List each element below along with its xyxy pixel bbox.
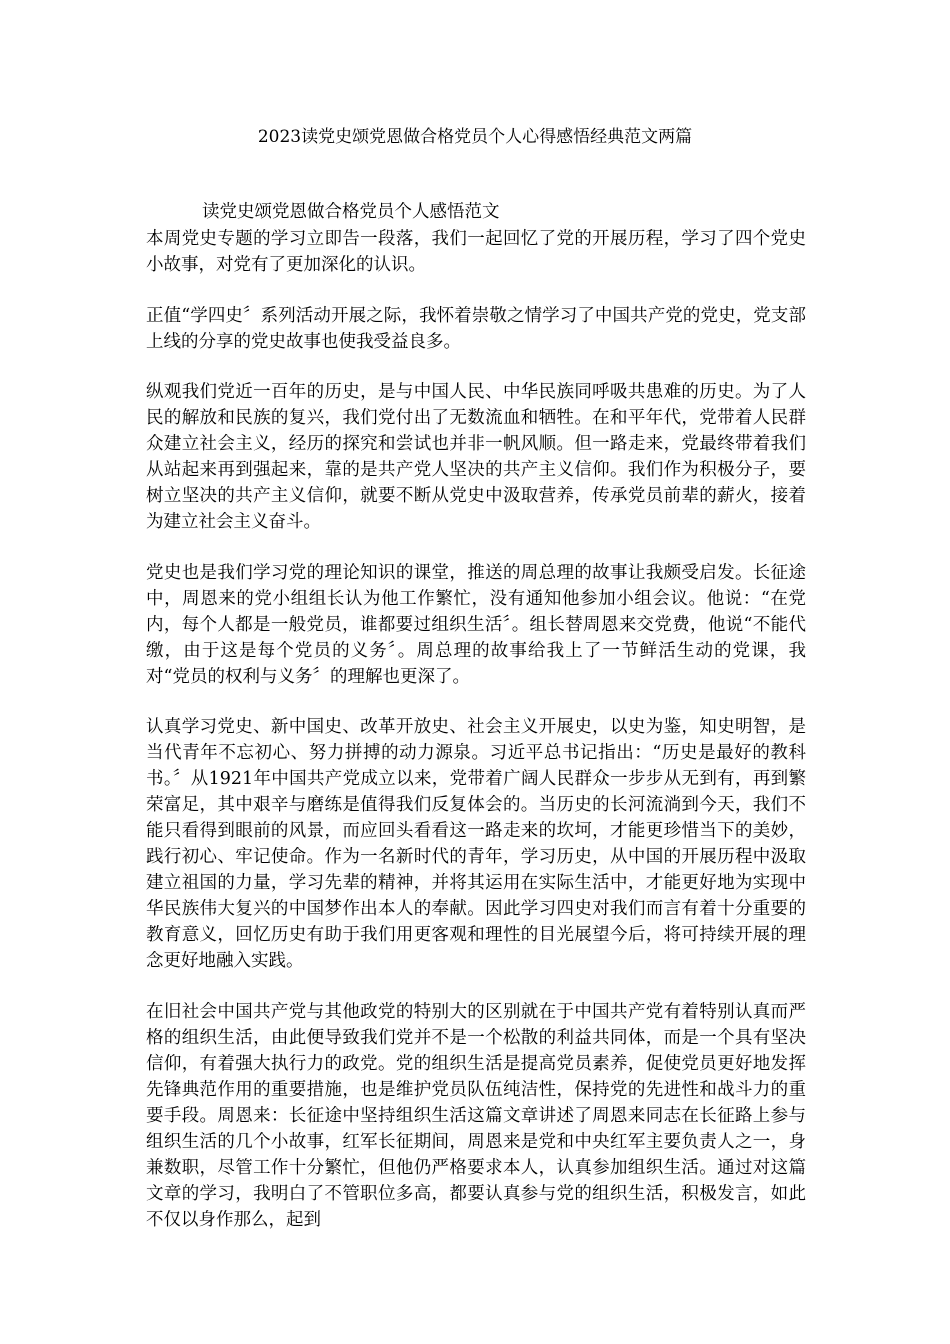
document-subtitle: 读党史颂党恩做合格党员个人感悟范文: [202, 202, 500, 222]
document-body: [146, 226, 806, 1233]
paragraph-2: 正值“学四史〞系列活动开展之际，我怀着崇敬之情学习了中国共产党的党史，党支部上线的分享的党史故事也使我受益良多。: [146, 305, 806, 352]
paragraph-6: 在旧社会中国共产党与其他政党的特别大的区别就在于中国共产党有着特别认真而严格的组织生活，由此便导致我们党并不是一个松散的利益共同体，而是一个具有坚决信仰，有着强大执行力的政党。党的组织生活是提高党员素养，促使党员更好地发挥先锋典范作用的重要措施，也是维护党员队伍纯洁性，保持党的先进性和战斗力的重要手段。周恩来：长征途中坚持组织生活这篇文章讲述了周恩来同志在长征路上参与组织生活的几个小故事，红军长征期间，周恩来是党和中央红军主要负责人之一，身兼数职，尽管工作十分繁忙，但他仍严格要求本人，认真参加组织生活。通过对这篇文章的学习，我明白了不管职位多高，都要认真参与党的组织生活，积极发言，如此不仅以身作那么，起到: [146, 1001, 806, 1230]
paragraph-4: 党史也是我们学习党的理论知识的课堂，推送的周总理的故事让我颇受启发。长征途中，周恩来的党小组组长认为他工作繁忙，没有通知他参加小组会议。他说：“在党内，每个人都是一般党员，谁都要过组织生活〞。组长替周恩来交党费，他说“不能代缴，由于这是每个党员的义务〞。周总理的故事给我上了一节鲜活生动的党课，我对“党员的权利与义务〞的理解也更深了。: [146, 562, 806, 687]
paragraph-1: 本周党史专题的学习立即告一段落，我们一起回忆了党的开展历程，学习了四个党史小故事，对党有了更加深化的认识。: [146, 229, 806, 275]
paragraph-3: 纵观我们党近一百年的历史，是与中国人民、中华民族同呼吸共患难的历史。为了人民的解放和民族的复兴，我们党付出了无数流血和牺牲。在和平年代，党带着人民群众建立社会主义，经历的探究和尝试也并非一帆风顺。但一路走来，党最终带着我们从站起来再到强起来，靠的是共产党人坚决的共产主义信仰。我们作为积极分子，要树立坚决的共产主义信仰，就要不断从党史中汲取营养，传承党员前辈的薪火，接着为建立社会主义奋斗。: [146, 382, 806, 532]
paragraph-5: 认真学习党史、新中国史、改革开放史、社会主义开展史，以史为鉴，知史明智，是当代青年不忘初心、努力拼搏的动力源泉。习近平总书记指出：“历史是最好的教科书。〞从1921年中国共产党成立以来，党带着广阔人民群众一步步从无到有，再到繁荣富足，其中艰辛与磨练是值得我们反复体会的。当历史的长河流淌到今天，我们不能只看得到眼前的风景，而应回头看看这一路走来的坎坷，才能更珍惜当下的美妙，践行初心、牢记使命。作为一名新时代的青年，学习历史，从中国的开展历程中汲取建立祖国的力量，学习先辈的精神，并将其运用在实际生活中，才能更好地为实现中华民族伟大复兴的中国梦作出本人的奉献。因此学习四史对我们而言有着十分重要的教育意义，回忆历史有助于我们用更客观和理性的目光展望今后，将可持续开展的理念更好地融入实践。: [146, 717, 806, 971]
document-title: 2023读党史颂党恩做合格党员个人心得感悟经典范文两篇: [257, 127, 693, 147]
